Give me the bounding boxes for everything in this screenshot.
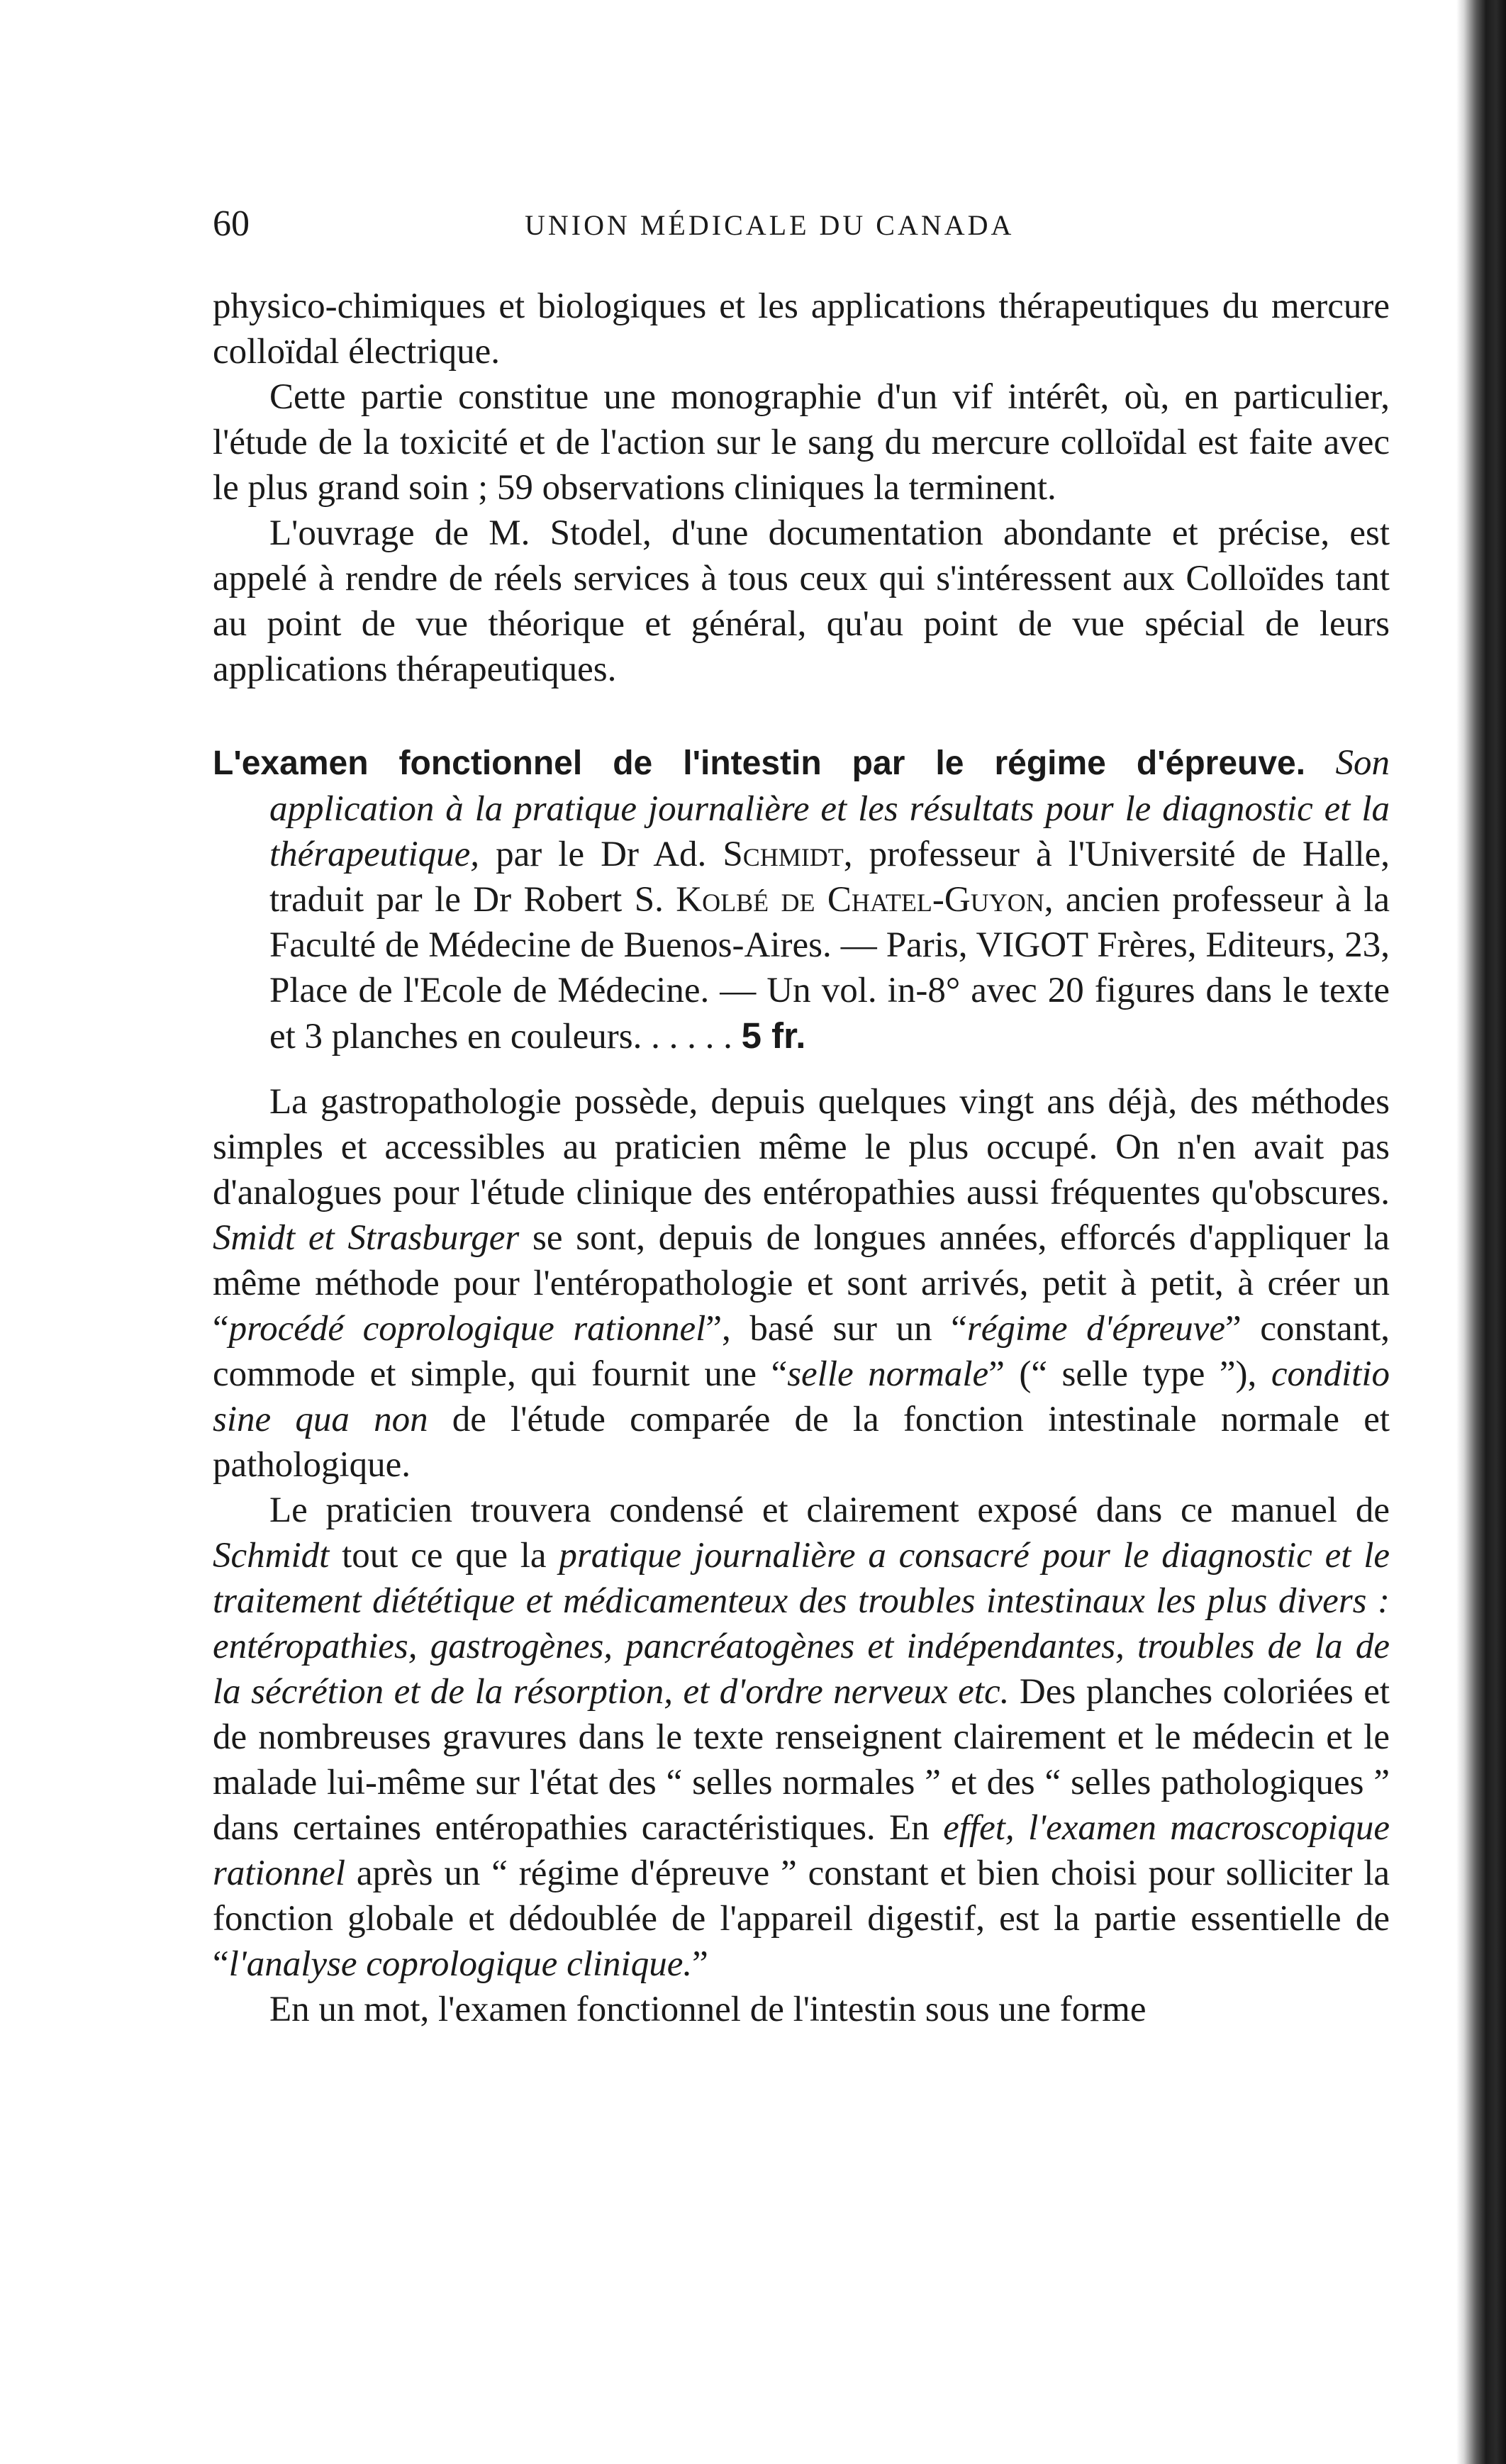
text-run: ” [692, 1944, 708, 1984]
review-subtitle: Son application à la pratique journalière et les résultats pour le diagnostic et la thérapeutique, [269, 743, 1390, 874]
text-run: Le praticien trouvera condensé et clairement exposé dans ce manuel de [269, 1490, 1390, 1530]
italic-run: Smidt et Strasburger [213, 1218, 520, 1258]
book-review-entry [213, 740, 1390, 1059]
paragraph-stodel: L'ouvrage de M. Stodel, d'une documentation abondante et précise, est appelé à rendre de réels services à tous ceux qui s'intéressent aux Colloïdes tant au point de vue théorique et général, qu'au point de vue spécial de leurs applications thérapeutiques. [213, 513, 1390, 689]
review-by: par le Dr Ad. [496, 835, 707, 874]
italic-run: régime d'épreuve [966, 1309, 1226, 1349]
italic-run: procédé coprologique rationnel [228, 1309, 706, 1349]
paragraph-gastropathologie [213, 1079, 1390, 1488]
italic-run: Schmidt [213, 1536, 330, 1576]
text-run: de l'étude comparée de la fonction intestinale normale et pathologique. [213, 1400, 1390, 1485]
review-title: L'examen fonctionnel de l'intestin par le régime d'épreuve. [213, 745, 1306, 782]
italic-run: l'analyse coprologique clinique. [228, 1944, 693, 1984]
review-author: Schmidt [723, 835, 844, 874]
page-number: 60 [213, 204, 250, 244]
text-run: ” (“ selle type ”), [988, 1354, 1257, 1394]
italic-run: pratique journalière a consacré pour le diagnostic et le traitement diététique et médicamenteux des troubles intestinaux les plus divers : entéropathies, gastrogènes, pancréatogènes et indépendantes, troubles de la de la sécrétion et de la résorption, et d'ordre nerveux etc. [213, 1536, 1390, 1712]
paragraph-monograph: Cette partie constitue une monographie d'un vif intérêt, où, en particulier, l'étude de la toxicité et de l'action sur le sang du mercure colloïdal est faite avec le plus grand soin ; 59 observations cliniques la terminent. [213, 377, 1390, 508]
review-author-info: , professeur à l'Université de Halle, traduit par le Dr Robert S. [269, 835, 1390, 920]
paragraph-praticien [213, 1488, 1390, 1987]
text-run: après un “ régime d'épreuve ” constant et bien choisi pour solliciter la fonction globale et dédoublée de l'appareil digestif, est la partie essentielle de “ [213, 1853, 1390, 1984]
page-content [213, 284, 1390, 2032]
review-translator: Kolbé de Chatel-Guyon [676, 880, 1044, 920]
text-run: ”, basé sur un “ [705, 1309, 967, 1349]
italic-run: conditio sine qua non [213, 1354, 1390, 1439]
book-spine-shadow [1456, 0, 1506, 2464]
text-run: se sont, depuis de longues années, efforcés d'appliquer la même méthode pour l'entéropathologie et sont arrivés, petit à petit, à créer un “ [213, 1218, 1390, 1349]
text-run: Des planches coloriées et de nombreuses gravures dans le texte renseignent clairement et le médecin et le malade lui-même sur l'état des “ selles normales ” et des “ selles pathologiques ” dans certaines entéropathies caractéristiques. En [213, 1672, 1390, 1848]
review-price: 5 fr. [741, 1015, 806, 1056]
italic-run: effet, l'examen macroscopique rationnel [213, 1808, 1390, 1893]
page-header [213, 203, 1390, 260]
italic-run: selle normale [787, 1354, 989, 1394]
running-head: UNION MÉDICALE DU CANADA [525, 209, 1015, 241]
text-run: ” constant, commode et simple, qui fournit une “ [213, 1309, 1390, 1394]
review-details: , ancien professeur à la Faculté de Médecine de Buenos-Aires. — Paris, VIGOT Frères, Editeurs, 23, Place de l'Ecole de Médecine. — Un vol. in-8° avec 20 figures dans le texte et 3 planches en couleurs. . . . . . [269, 880, 1390, 1057]
text-run: tout ce que la [342, 1536, 547, 1576]
paragraph-en-un-mot: En un mot, l'examen fonctionnel de l'intestin sous une forme [269, 1990, 1147, 2029]
paragraph-continued: physico-chimiques et biologiques et les applications thérapeutiques du mercure colloïdal électrique. [213, 286, 1390, 372]
text-run: La gastropathologie possède, depuis quelques vingt ans déjà, des méthodes simples et accessibles au praticien même le plus occupé. On n'en avait pas d'analogues pour l'étude clinique des entéropathies aussi fréquentes qu'obscures. [213, 1082, 1390, 1213]
